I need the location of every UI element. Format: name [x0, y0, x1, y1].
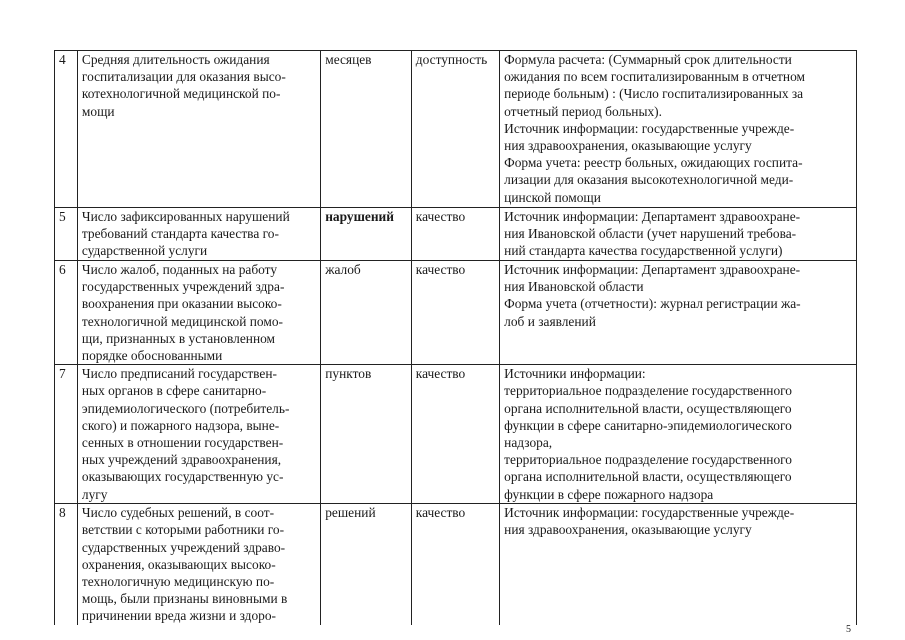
- table-row: [55, 504, 857, 625]
- indicator-type: качество: [411, 365, 499, 504]
- unit-of-measure: пунктов: [321, 365, 412, 504]
- indicator-description: Источник информации: государственные учрежде- ния здравоохранения, оказывающие услугу: [500, 504, 857, 625]
- page-number: 5: [846, 624, 851, 635]
- table-row: [55, 51, 857, 208]
- indicator-description: Источник информации: Департамент здравоохране- ния Ивановской области (учет нарушений требова- ний стандарта качества государственной услуги): [500, 208, 857, 261]
- indicator-type: качество: [411, 504, 499, 625]
- indicator-name: Число зафиксированных нарушений требований стандарта качества го- сударственной услуги: [77, 208, 320, 261]
- row-number: 5: [55, 208, 78, 261]
- indicator-name: Число предписаний государствен- ных органов в сфере санитарно- эпидемиологического (потребитель- ского) и пожарного надзора, выне- сенных в отношении государствен- ных учреждений здравоохранения, оказывающих государственную ус- лугу: [77, 365, 320, 504]
- row-number: 8: [55, 504, 78, 625]
- table-row: [55, 365, 857, 504]
- indicator-description: Формула расчета: (Суммарный срок длительности ожидания по всем госпитализированным в отчетном периоде больным) : (Число госпитализированных за отчетный период больных). Источник информации: государственные учрежде- ния здравоохранения, оказывающие услугу Форма учета: реестр больных, ожидающих госпита- лизации для оказания высокотехнологичной меди- цинской помощи: [500, 51, 857, 208]
- indicator-type: доступность: [411, 51, 499, 208]
- indicator-type: качество: [411, 261, 499, 365]
- indicator-name: Число жалоб, поданных на работу государственных учреждений здра- воохранения при оказании высоко- технологичной медицинской помо- щи, признанных в установленном порядке обоснованными: [77, 261, 320, 365]
- unit-of-measure: жалоб: [321, 261, 412, 365]
- unit-of-measure: месяцев: [321, 51, 412, 208]
- unit-of-measure: нарушений: [321, 208, 412, 261]
- indicator-type: качество: [411, 208, 499, 261]
- row-number: 7: [55, 365, 78, 504]
- table-row: [55, 208, 857, 261]
- row-number: 4: [55, 51, 78, 208]
- table-row: [55, 261, 857, 365]
- indicator-name: Число судебных решений, в соот- ветствии с которыми работники го- сударственных учреждений здраво- охранения, оказывающих высоко- технологичную медицинскую по- мощь, были признаны виновными в причинении вреда жизни и здоро-: [77, 504, 320, 625]
- indicators-table: [54, 50, 857, 625]
- row-number: 6: [55, 261, 78, 365]
- indicator-name: Средняя длительность ожидания госпитализации для оказания высо- котехнологичной медицинской по- мощи: [77, 51, 320, 208]
- indicator-description: Источники информации: территориальное подразделение государственного органа исполнительной власти, осуществляющего функции в сфере санитарно-эпидемиологического надзора, территориальное подразделение государственного органа исполнительной власти, осуществляющего функции в сфере пожарного надзора: [500, 365, 857, 504]
- indicator-description: Источник информации: Департамент здравоохране- ния Ивановской области Форма учета (отчетности): журнал регистрации жа- лоб и заявлений: [500, 261, 857, 365]
- unit-of-measure: решений: [321, 504, 412, 625]
